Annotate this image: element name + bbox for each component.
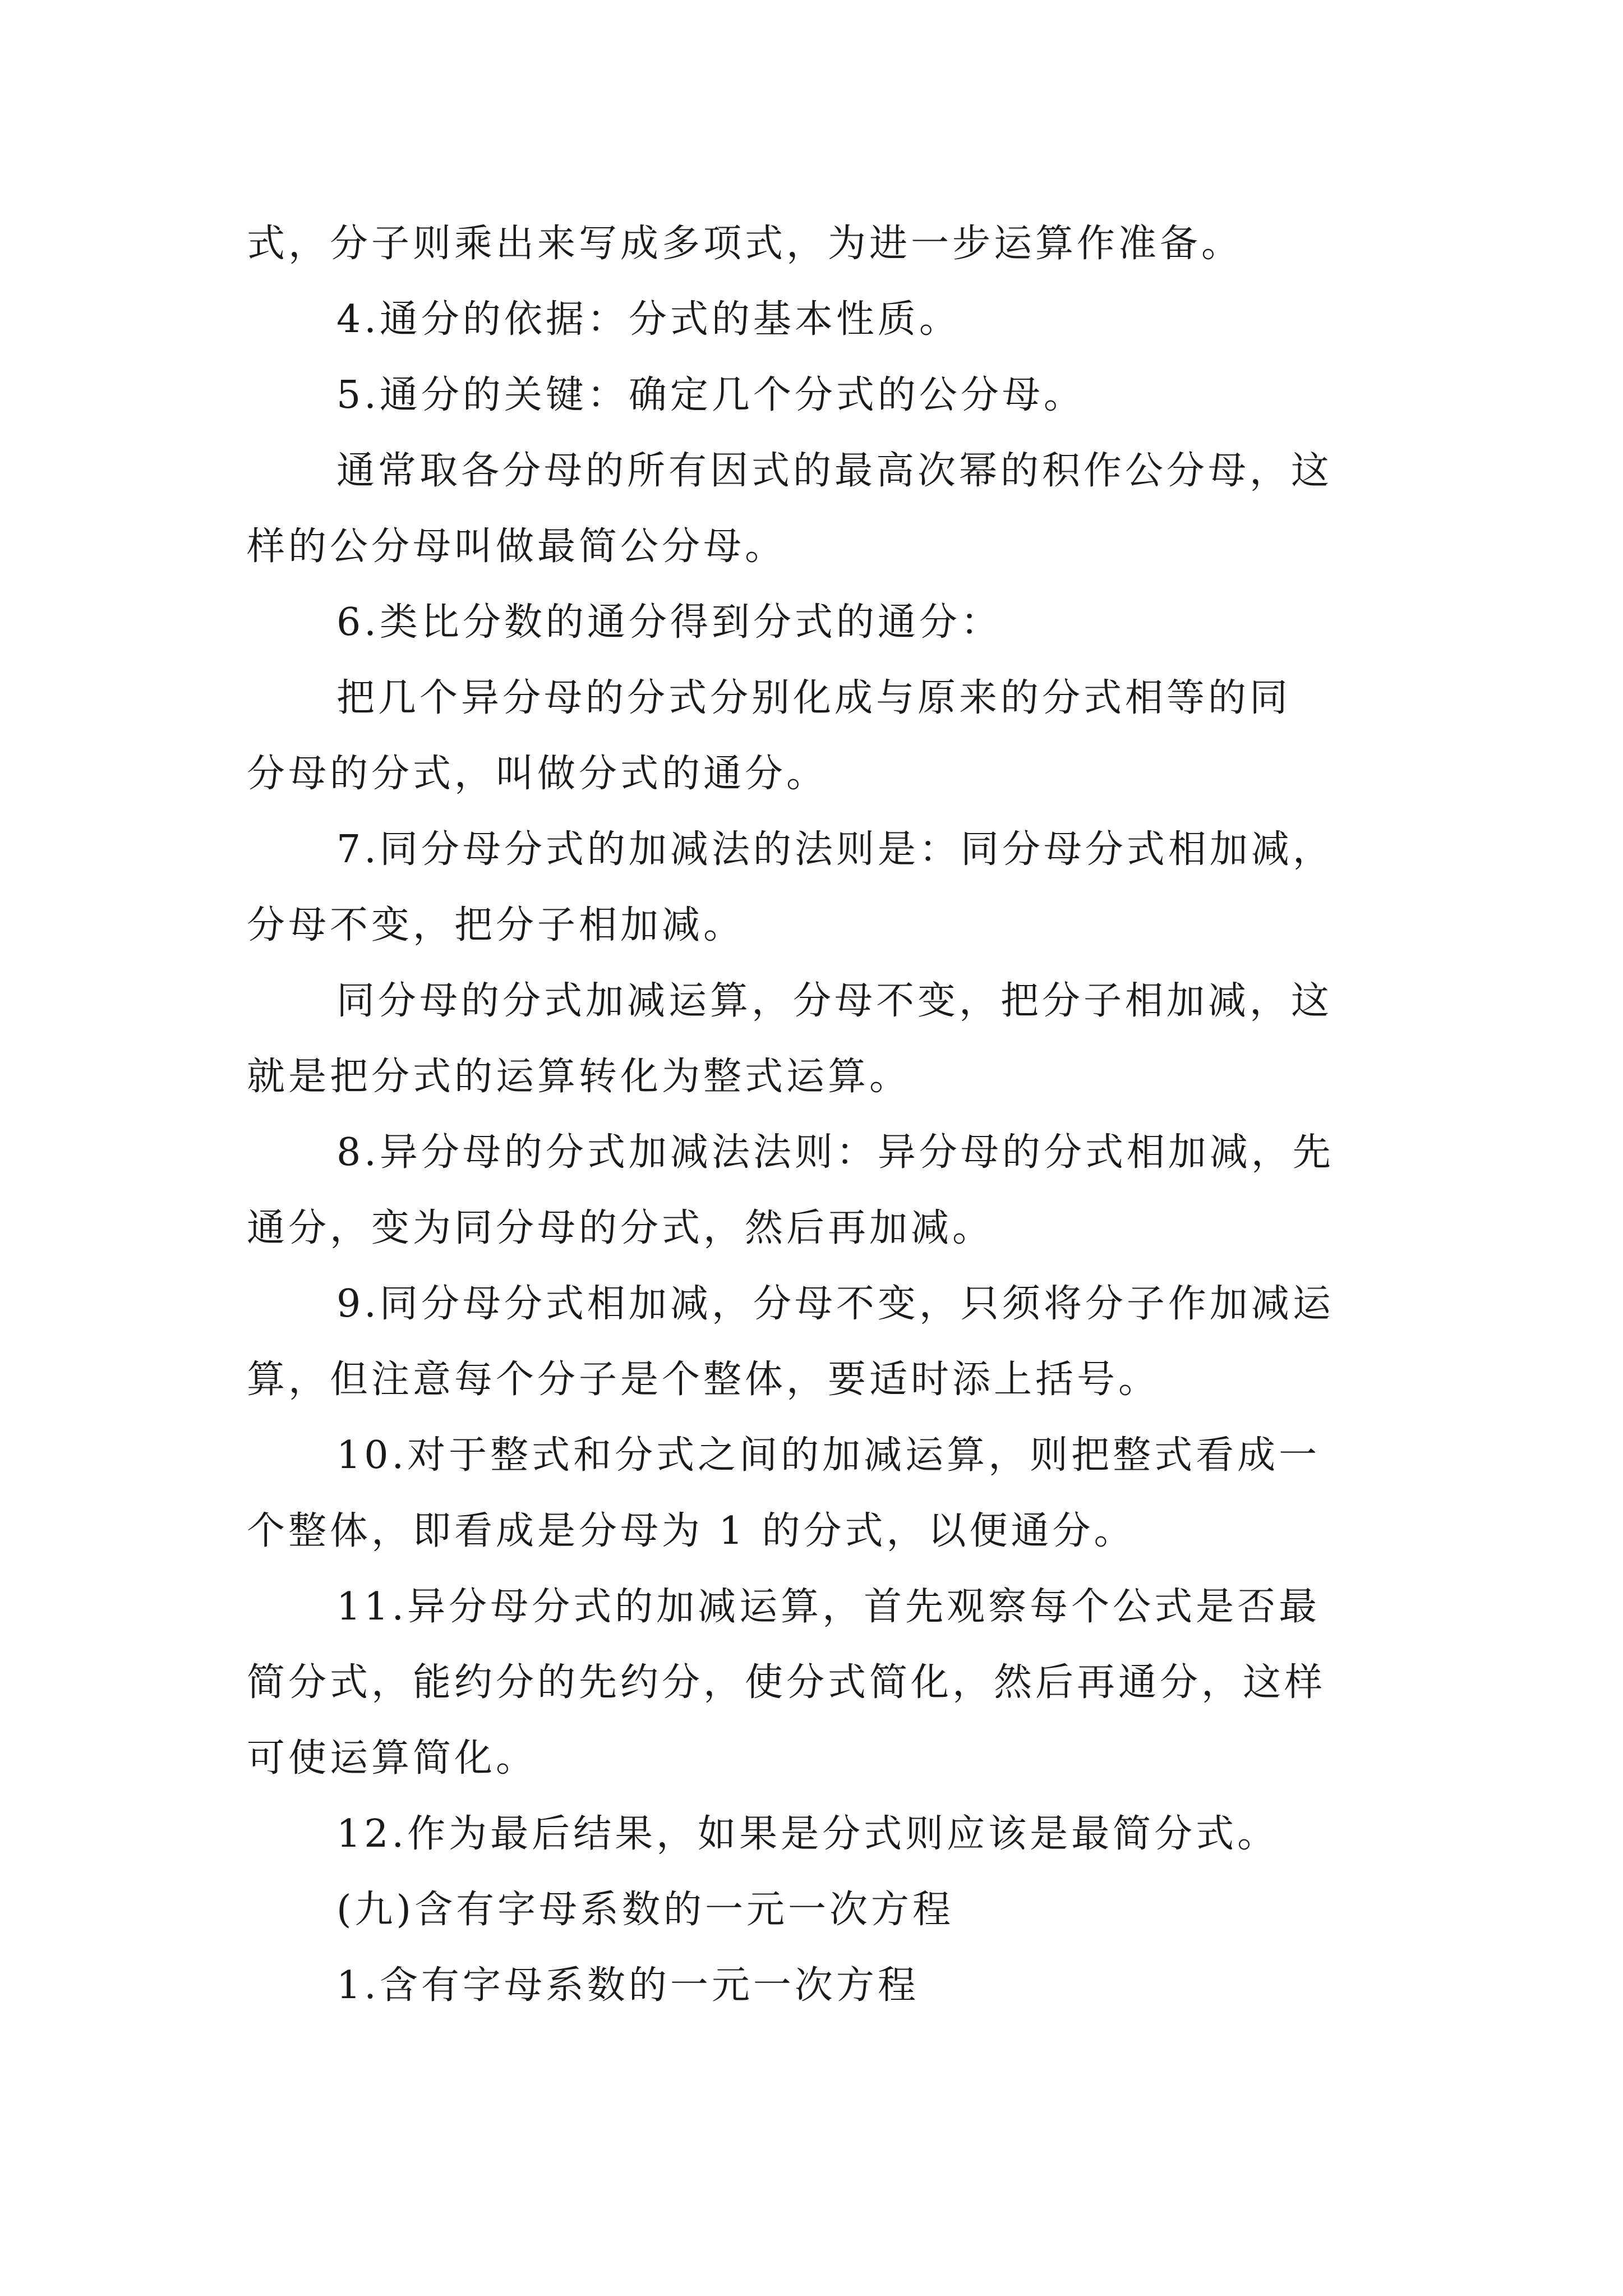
text-line: 算，但注意每个分子是个整体，要适时添上括号。	[247, 1358, 1160, 1402]
text-line: 式，分子则乘出来写成多项式，为进一步运算作准备。	[247, 222, 1243, 266]
text-line: 分母不变，把分子相加减。	[247, 903, 745, 947]
text-line: 8.异分母的分式加减法法则：异分母的分式相加减，先	[336, 1130, 1334, 1175]
text-line: 通分，变为同分母的分式，然后再加减。	[247, 1206, 994, 1250]
text-line: 1.含有字母系数的一元一次方程	[336, 1963, 919, 2008]
text-line: 7.同分母分式的加减法的法则是：同分母分式相加减，	[336, 827, 1334, 872]
text-line: 通常取各分母的所有因式的最高次幂的积作公分母，这	[336, 449, 1333, 493]
text-line: 可使运算简化。	[247, 1736, 538, 1780]
text-line: 样的公分母叫做最简公分母。	[247, 524, 787, 569]
text-line: 6.类比分数的通分得到分式的通分：	[336, 600, 1002, 645]
text-line: 9.同分母分式相加减，分母不变，只须将分子作加减运	[336, 1282, 1334, 1326]
text-line: 5.通分的关键：确定几个分式的公分母。	[336, 373, 1085, 417]
text-line: 简分式，能约分的先约分，使分式简化，然后再通分，这样	[247, 1660, 1326, 1705]
text-line: 同分母的分式加减运算，分母不变，把分子相加减，这	[336, 979, 1333, 1023]
text-line: 分母的分式，叫做分式的通分。	[247, 752, 828, 796]
text-line: 12.作为最后结果，如果是分式则应该是最简分式。	[336, 1812, 1279, 1856]
text-line: 个整体，即看成是分母为 1 的分式，以便通分。	[247, 1509, 1136, 1553]
text-line: 把几个异分母的分式分别化成与原来的分式相等的同	[336, 676, 1292, 720]
text-line: 11.异分母分式的加减运算，首先观察每个公式是否最	[336, 1585, 1321, 1629]
text-line: 10.对于整式和分式之间的加减运算，则把整式看成一	[336, 1433, 1321, 1478]
section-heading: (九)含有字母系数的一元一次方程	[336, 1888, 955, 1932]
text-line: 4.通分的依据：分式的基本性质。	[336, 297, 961, 342]
text-line: 就是把分式的运算转化为整式运算。	[247, 1055, 911, 1099]
